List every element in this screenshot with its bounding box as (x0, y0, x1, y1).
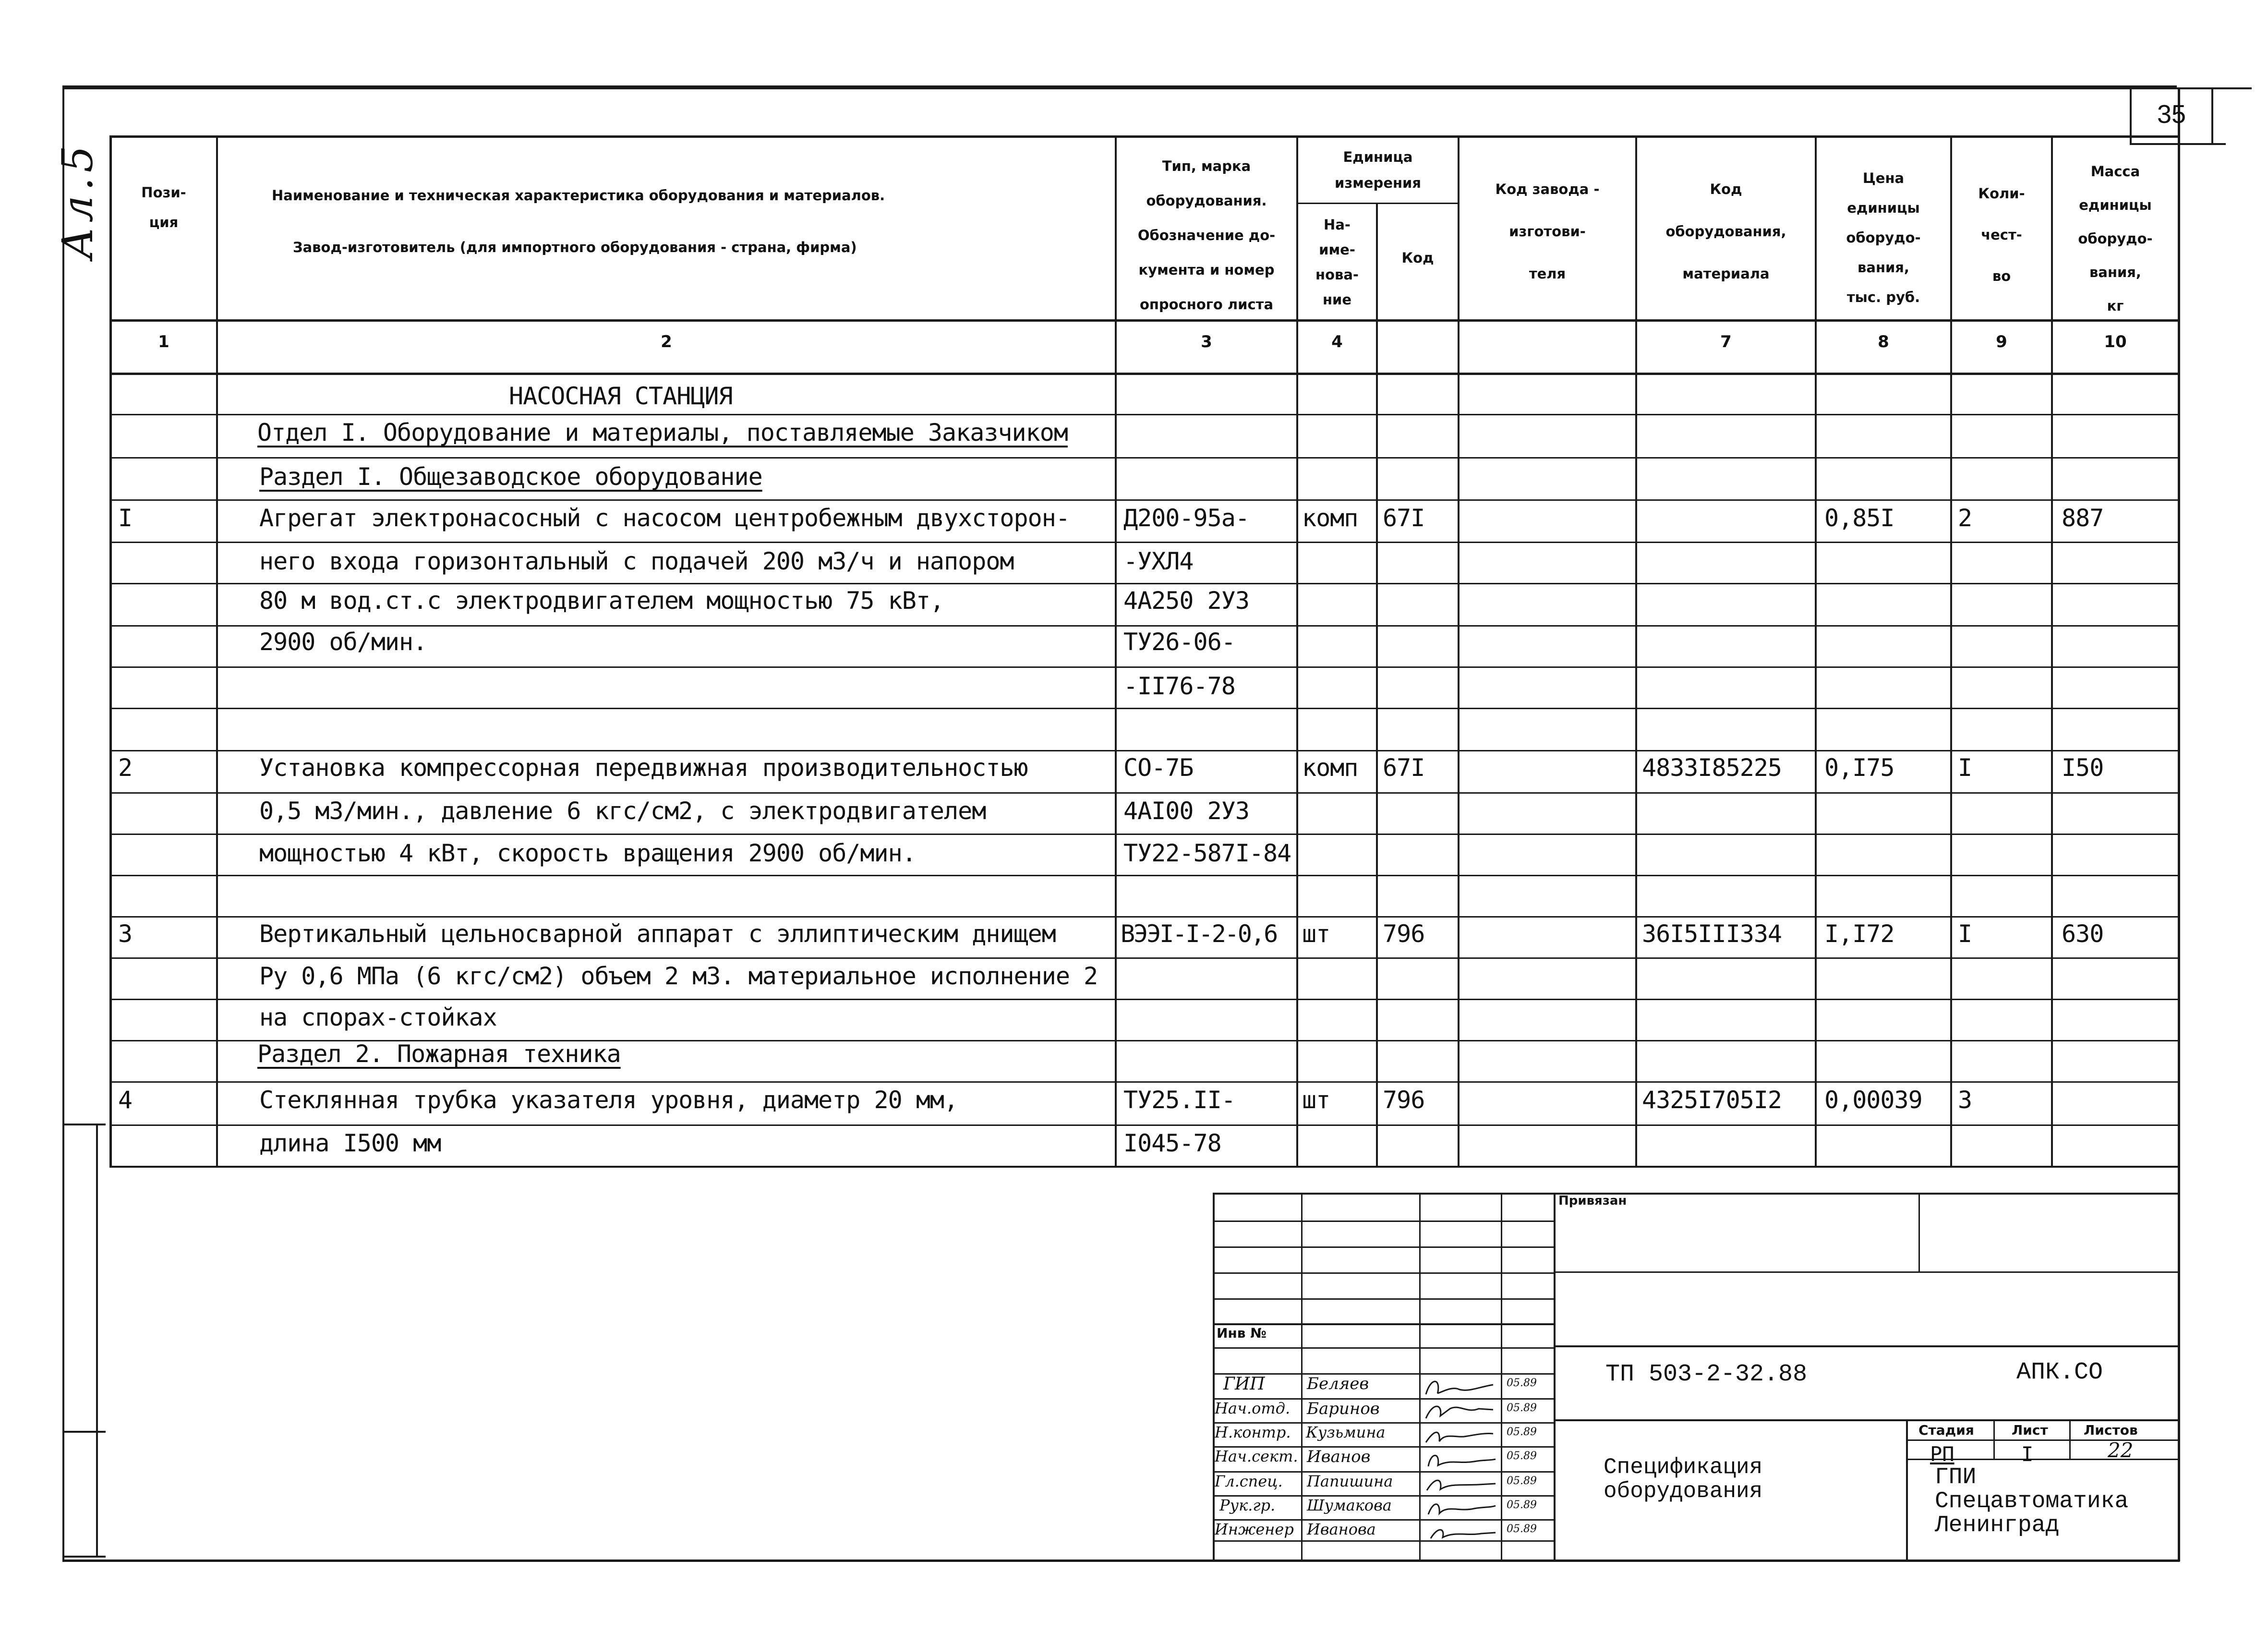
row-line (109, 583, 2178, 584)
row-line (109, 542, 2178, 543)
stamp-v2 (1419, 1193, 1421, 1561)
table-row-type: -УХЛ4 (1123, 547, 1194, 575)
hdr-equip-code: Код оборудования, материала (1665, 181, 1786, 282)
colnum-1: 1 (158, 332, 169, 351)
doc-title-line2: оборудования (1604, 1479, 1763, 1504)
row-line (109, 834, 2178, 835)
hdr-qty: Коли- чест- во (1978, 185, 2025, 284)
signer-date: 05.89 (1507, 1377, 1537, 1389)
signer-role: Гл.спец. (1215, 1472, 1283, 1490)
signer-role: Инженер (1215, 1520, 1294, 1538)
table-row-type: Д200-95а- (1123, 504, 1249, 532)
table-row-name: Вертикальный цельносварной аппарат с эллиптическим днищем (259, 920, 1056, 948)
signer-name: Иванова (1307, 1520, 1376, 1538)
colnum-10: 10 (2104, 332, 2127, 351)
table-row-pos: 4 (118, 1086, 133, 1114)
table-row-price: 0,I75 (1824, 754, 1894, 782)
row-line (109, 1124, 2178, 1126)
row-line (109, 625, 2178, 627)
row-line (109, 792, 2178, 794)
doc-code: ТП 503-2-32.88 (1605, 1361, 1808, 1388)
stamp-h (1213, 1246, 1555, 1248)
signer-role: ГИП (1223, 1374, 1265, 1394)
doc-title-line1: Спецификация (1604, 1455, 1763, 1480)
signer-name: Папишина (1307, 1472, 1393, 1490)
signer-name: Беляев (1307, 1374, 1369, 1393)
hdr-type: Тип, марка оборудования. Обозначение до- кумента и номер опросного листа (1137, 158, 1276, 313)
table-row-qty: 3 (1958, 1086, 1972, 1114)
col-5 (1376, 203, 1378, 1168)
table-row-equip-code: 4325I705I2 (1642, 1086, 1782, 1114)
signer-role: Рук.гр. (1219, 1496, 1276, 1514)
signer-role: Н.контр. (1215, 1423, 1291, 1441)
stage-label: Стадия (1918, 1422, 1974, 1438)
stamp-right-h3 (1554, 1419, 2178, 1421)
org-line1: ГПИ (1935, 1464, 1977, 1490)
subsection-heading: Раздел I. Общезаводское оборудование (259, 463, 762, 491)
signer-name: Иванов (1307, 1447, 1371, 1466)
row-line (109, 875, 2178, 876)
colnum-7: 7 (1720, 332, 1732, 351)
frame-bottom (62, 1559, 2180, 1562)
table-row-type: ТУ26-06- (1123, 628, 1235, 656)
signer-role: Нач.отд. (1215, 1399, 1291, 1417)
table-row-name: Ру 0,6 МПа (6 кгс/см2) объем 2 м3. материальное исполнение 2 (259, 962, 1098, 990)
subsection-heading: Раздел 2. Пожарная техника (257, 1040, 621, 1068)
privyazan-label: Привязан (1558, 1194, 1627, 1208)
table-row-unit-code: 67I (1383, 504, 1425, 532)
stamp-top (1213, 1193, 2178, 1195)
frame-right (2178, 87, 2180, 1561)
signer-name: Шумакова (1307, 1496, 1392, 1514)
table-top (109, 135, 2178, 138)
sheet-label: Лист (2012, 1422, 2048, 1438)
table-row-mass: 630 (2062, 920, 2104, 948)
page-box-right (2211, 87, 2213, 144)
table-row-qty: I (1958, 754, 1972, 782)
hdr-unit-code: Код (1401, 250, 1434, 266)
row-line (109, 916, 2178, 918)
signer-date: 05.89 (1507, 1499, 1537, 1511)
table-row-type: ТУ25.II- (1123, 1086, 1235, 1114)
signatures-image (1421, 1375, 1501, 1543)
table-row-name: 80 м вод.ст.с электродвигателем мощностью 75 кВт, (259, 587, 944, 615)
row-line (109, 999, 2178, 1000)
binding-tick-1 (62, 1124, 106, 1125)
table-row-equip-code: 36I5III334 (1642, 920, 1782, 948)
signer-name: Баринов (1307, 1399, 1380, 1418)
table-row-type: ВЭЭI-I-2-0,6 (1121, 920, 1277, 948)
table-row-name: Стеклянная трубка указателя уровня, диаметр 20 мм, (259, 1086, 958, 1114)
table-row-name: 0,5 м3/мин., давление 6 кгс/см2, с электродвигателем (259, 797, 986, 825)
table-row-type: -II76-78 (1123, 672, 1235, 700)
frame-top (62, 87, 2252, 89)
row-line (109, 457, 2178, 459)
stamp-right-v-top (1918, 1193, 1920, 1272)
section-title: НАСОСНАЯ СТАНЦИЯ (509, 382, 733, 410)
signer-name: Кузьмина (1306, 1423, 1386, 1441)
table-row-unit: комп (1302, 754, 1358, 782)
table-row-unit-code: 796 (1383, 920, 1425, 948)
table-row-name: него входа горизонтальный с подачей 200 м3/ч и напором (259, 547, 1014, 575)
colnum-2: 2 (661, 332, 672, 351)
table-row-name: мощностью 4 кВт, скорость вращения 2900 об/мин. (259, 839, 916, 867)
signer-date: 05.89 (1507, 1402, 1537, 1414)
colnum-9: 9 (1996, 332, 2007, 351)
table-row-qty: I (1958, 920, 1972, 948)
sheets-label: Листов (2084, 1422, 2138, 1438)
binding-tick-3 (62, 1556, 106, 1558)
section-heading: Отдел I. Оборудование и материалы, поставляемые Заказчиком (257, 419, 1068, 447)
binding-line (96, 1124, 98, 1556)
col-2 (216, 135, 218, 1168)
stamp-right-h1 (1554, 1271, 2178, 1273)
table-row-mass: 887 (2062, 504, 2104, 532)
hdr-factory-code: Код завода - изготови- теля (1495, 181, 1600, 282)
hdr-pos: Пози- ция (141, 184, 186, 230)
table-row-unit: комп (1302, 504, 1358, 532)
hdr-name-line2: Завод-изготовитель (для импортного оборудования - страна, фирма) (293, 239, 857, 255)
table-row-unit-code: 796 (1383, 1086, 1425, 1114)
table-row-name: 2900 об/мин. (259, 628, 427, 656)
table-row-unit: шт (1302, 920, 1330, 948)
table-row-equip-code: 4833I85225 (1642, 754, 1782, 782)
table-row-price: 0,00039 (1824, 1086, 1922, 1114)
binding-tick-2 (62, 1431, 106, 1433)
album-mark: Ал.5 (53, 141, 102, 259)
table-row-price: 0,85I (1824, 504, 1894, 532)
table-row-pos: I (118, 504, 133, 532)
table-row-name: Установка компрессорная передвижная производительностью (259, 754, 1028, 782)
stamp-h (1213, 1347, 1555, 1349)
table-row-type: 4АI00 2У3 (1123, 797, 1249, 825)
stamp-h (1213, 1540, 1555, 1542)
set-code: АПК.СО (2016, 1359, 2103, 1386)
hdr-unit-name: На- име- нова- ние (1315, 217, 1359, 308)
row-line (109, 1081, 2178, 1083)
row-line (109, 708, 2178, 709)
table-row-pos: 2 (118, 754, 133, 782)
stamp-v3 (1501, 1193, 1502, 1561)
stamp-left (1213, 1193, 1215, 1561)
table-row-name: на спорах-стойках (259, 1003, 497, 1031)
hdr-name-line1: Наименование и техническая характеристика оборудования и материалов. (272, 187, 885, 204)
signer-date: 05.89 (1507, 1475, 1537, 1487)
page-number: 35 (2157, 100, 2186, 129)
table-row-type: ТУ22-587I-84 (1123, 839, 1291, 867)
col-left (109, 135, 112, 1168)
stamp-h (1213, 1221, 1555, 1222)
row-line (109, 499, 2178, 501)
org-line2: Спецавтоматика (1935, 1488, 2129, 1514)
row-line (109, 666, 2178, 668)
table-row-type: I045-78 (1123, 1129, 1221, 1157)
stamp-h (1213, 1298, 1555, 1300)
table-row-name: Агрегат электронасосный с насосом центробежным двухсторон- (259, 504, 1070, 532)
hdr-price: Цена единицы оборудо- вания, тыс. руб. (1846, 170, 1921, 305)
stamp-v4 (1554, 1193, 1556, 1561)
table-row-name: длина I500 мм (259, 1129, 441, 1157)
table-row-unit: шт (1302, 1086, 1330, 1114)
table-row-mass: I50 (2062, 754, 2104, 782)
sheets-value: 22 (2108, 1438, 2134, 1462)
org-line3: Ленинград (1935, 1512, 2060, 1538)
inv-no-label: Инв № (1217, 1325, 1267, 1341)
table-row-price: I,I72 (1824, 920, 1894, 948)
frame-left (62, 87, 64, 1561)
signer-date: 05.89 (1507, 1450, 1537, 1462)
table-row-unit-code: 67I (1383, 754, 1425, 782)
table-row-type: СО-7Б (1123, 754, 1194, 782)
stamp-right-h4 (1906, 1439, 2178, 1441)
row-line (109, 957, 2178, 959)
stamp-v1 (1301, 1193, 1303, 1561)
hdr-unit: Единица измерения (1335, 149, 1421, 191)
sheet-value: I (2021, 1442, 2034, 1466)
row-line (109, 414, 2178, 415)
row-line (109, 750, 2178, 751)
signer-date: 05.89 (1507, 1523, 1537, 1535)
signer-role: Нач.сект. (1215, 1447, 1298, 1465)
colnum-4: 4 (1331, 332, 1343, 351)
table-row-pos: 3 (118, 920, 133, 948)
stamp-right-h2 (1554, 1345, 2178, 1347)
table-row-qty: 2 (1958, 504, 1972, 532)
stamp-h (1213, 1272, 1555, 1274)
colnum-bottom (109, 373, 2178, 375)
hdr-mass: Масса единицы оборудо- вания, кг (2078, 163, 2153, 314)
stage-value: РП (1930, 1442, 1954, 1466)
table-bottom (109, 1166, 2178, 1168)
colnum-3: 3 (1201, 332, 1212, 351)
colnum-8: 8 (1878, 332, 1889, 351)
table-row-type: 4А250 2У3 (1123, 587, 1249, 615)
signer-date: 05.89 (1507, 1426, 1537, 1438)
